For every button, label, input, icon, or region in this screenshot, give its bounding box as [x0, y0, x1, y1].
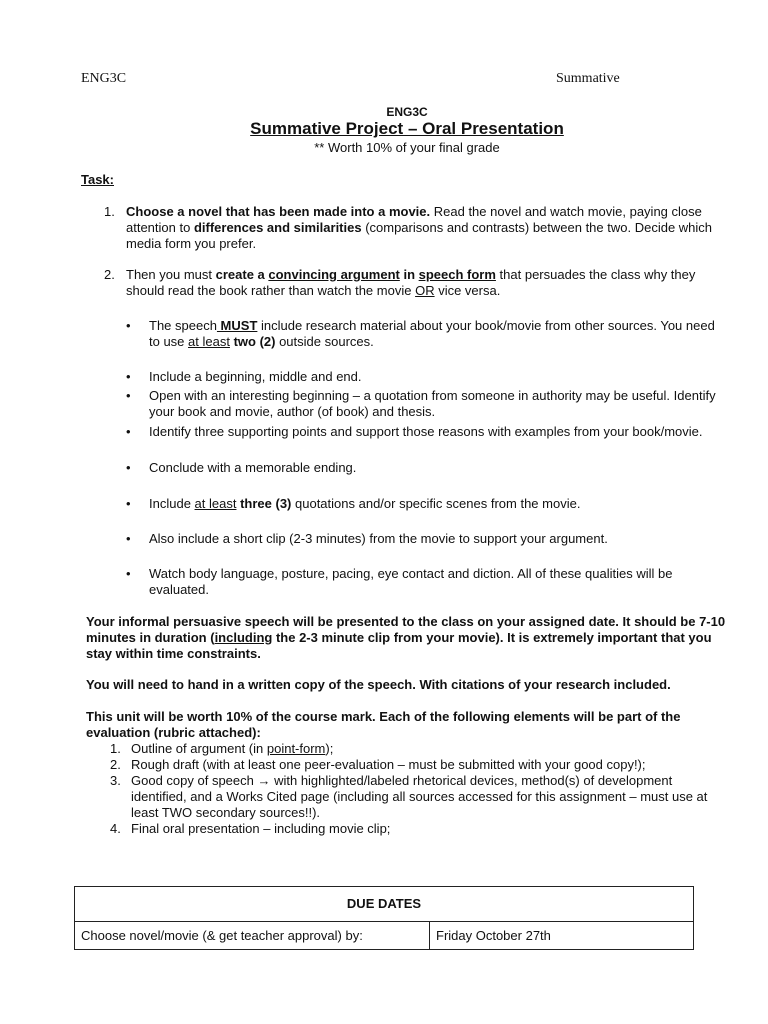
element-text: Final oral presentation – including movie clip; [131, 821, 391, 836]
element-item [110, 741, 730, 757]
bullet-text: Also include a short clip (2-3 minutes) from the movie to support your argument. [149, 531, 608, 546]
element-item [110, 757, 730, 773]
element-number: 1. [110, 741, 121, 756]
bullet-text: Include a beginning, middle and end. [149, 369, 362, 384]
underlined-text: OR [415, 283, 435, 298]
text: Outline of argument (in [131, 741, 267, 756]
speech-paragraph [86, 614, 726, 662]
element-number: 2. [110, 757, 121, 772]
text: Your informal persuasive speech will be presented to the class on your assigned date. It should be 7-10 minutes in duration ( [86, 614, 726, 645]
text: Then you must [126, 267, 216, 282]
due-item-label: Choose novel/movie (& get teacher approval) by: [75, 922, 430, 950]
bullet-item [126, 496, 580, 512]
task-item-2 [104, 267, 724, 299]
bullet-dot: • [126, 369, 131, 384]
bullet-text: Open with an interesting beginning – a quotation from someone in authority may be useful. Identify your book and movie, author (of book) and thesis. [149, 388, 716, 419]
header-summative: Summative [556, 71, 620, 86]
bullet-item [126, 424, 703, 440]
bullet-text: Identify three supporting points and support those reasons with examples from your book/movie. [149, 424, 703, 439]
bold-text: two (2) [233, 334, 276, 349]
worth-note: ** Worth 10% of your final grade [314, 140, 500, 155]
table-row [75, 922, 694, 950]
bullet-item [126, 566, 716, 598]
bullet-item [126, 531, 608, 547]
bullet-dot: • [126, 318, 131, 333]
task-item-number: 1. [104, 204, 115, 219]
element-number: 4. [110, 821, 121, 836]
element-item [110, 773, 730, 821]
text: Read the novel and watch movie, paying close attention to [126, 204, 702, 235]
bullet-item [126, 369, 362, 385]
header-course-code: ENG3C [81, 71, 127, 86]
underlined-text: MUST [216, 318, 258, 333]
bullet-dot: • [126, 424, 131, 439]
evaluation-paragraph: This unit will be worth 10% of the course mark. Each of the following elements will be part of the evaluation (rubric attached): [86, 709, 681, 740]
text: include research material about your book/movie from other sources. You need to use [149, 318, 715, 349]
text: quotations and/or specific scenes from the movie. [291, 496, 581, 511]
bullet-dot: • [126, 496, 131, 511]
text: that persuades the class why they should read the book rather than watch the movie [126, 267, 696, 298]
task-item-number: 2. [104, 267, 115, 282]
bold-text: differences and similarities [193, 220, 362, 235]
bold-text: Choose a novel that has been made into a movie. [126, 204, 431, 219]
text: The speech [149, 318, 217, 333]
bullet-text: Conclude with a memorable ending. [149, 460, 357, 475]
underlined-text: point-form [266, 741, 326, 756]
due-dates-heading: DUE DATES [75, 887, 694, 922]
text: (comparisons and contrasts) between the two. Decide which media form you prefer. [126, 220, 713, 251]
bullet-dot: • [126, 531, 131, 546]
element-number: 3. [110, 773, 121, 788]
underlined-text: speech form [418, 267, 496, 282]
bullet-item [126, 460, 356, 476]
due-item-date: Friday October 27th [430, 922, 694, 950]
hand-in-paragraph: You will need to hand in a written copy of the speech. With citations of your research included. [86, 677, 671, 692]
bold-text: three (3) [240, 496, 292, 511]
page-title: Summative Project – Oral Presentation [250, 119, 564, 138]
course-code: ENG3C [386, 105, 428, 119]
underlined-text: including [214, 630, 273, 645]
bold-text: in [399, 267, 419, 282]
bold-text: create a [215, 267, 269, 282]
task-label: Task: [81, 172, 114, 187]
task-item-1 [104, 204, 724, 252]
due-dates-table [74, 886, 694, 950]
bullet-text: Watch body language, posture, pacing, eye contact and diction. All of these qualities will be evaluated. [149, 566, 673, 597]
bullet-dot: • [126, 566, 131, 581]
task-item-text [126, 204, 724, 252]
element-text: Good copy of speech → with highlighted/labeled rhetorical devices, method(s) of development identified, and a Works Cited page (including all sources accessed for this assignment – must use at least TWO secondary sources!!). [131, 773, 708, 820]
bullet-item [126, 388, 716, 420]
bullet-dot: • [126, 388, 131, 403]
text: Include [149, 496, 195, 511]
underlined-text: convincing argument [268, 267, 400, 282]
task-item-text [126, 267, 724, 299]
element-item [110, 821, 730, 837]
bullet-dot: • [126, 460, 131, 475]
bullet-item [126, 318, 716, 350]
text: vice versa. [434, 283, 501, 298]
elements-list [110, 741, 730, 837]
text: ); [325, 741, 334, 756]
underlined-text: at least [194, 496, 237, 511]
text: the 2-3 minute clip from your movie). It is extremely important that you stay within time constraints. [86, 630, 712, 661]
element-text: Rough draft (with at least one peer-evaluation – must be submitted with your good copy!); [131, 757, 646, 772]
underlined-text: at least [188, 334, 230, 349]
text: outside sources. [275, 334, 374, 349]
